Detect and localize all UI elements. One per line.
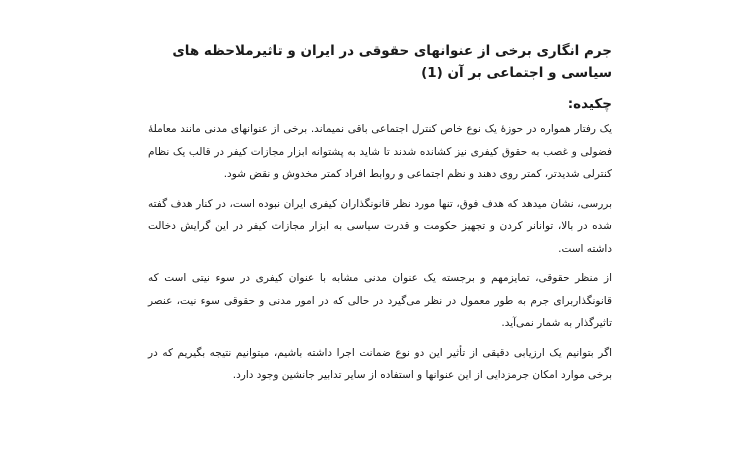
abstract-heading: چکیده: bbox=[567, 96, 612, 112]
abstract-paragraph-1: یک رفتار همواره در حوزۀ یک نوع خاص کنترل اجتماعی باقی نمیماند. برخی از عنوانهای مدنی مانند معاملۀ فضولی و غصب به حقوق کیفری نیز کشانده شدند تا شاید به پشتوانه ابزار مجازات کیفر در قالب یک نظام کنترلی شدیدتر، کمتر روی دهند و نظم اجتماعی و روابط افراد کمتر مخدوش و نقض شود. bbox=[148, 123, 612, 180]
abstract-paragraph-2: بررسی، نشان میدهد که هدف فوق، تنها مورد نظر قانونگذاران کیفری ایران نبوده است، در کنار هدف گفته شده در بالا، توانانر کردن و تجهیز حکومت و قدرت سیاسی به ابزار مجازات کیفر در این گرایش دخالت داشته است. bbox=[148, 197, 612, 255]
abstract-paragraph-3: از منظر حقوقی، تمایزمهم و برجسته یک عنوان مدنی مشابه با عنوان کیفری در سوء نیتی است که قانونگذاربرای جرم به طور معمول در نظر می‌گیرد در حالی که در امور مدنی و حقوقی سوء نیت، عنصر تاثیرگذار به شمار نمی‌آید. bbox=[148, 272, 612, 329]
abstract-paragraph-4: اگر بتوانیم یک ارزیابی دقیقی از تأثیر این دو نوع ضمانت اجرا داشته باشیم، میتوانیم نتیجه بگیریم که در برخی موارد امکان جرمزدایی از این عنوانها و استفاده از سایر تدابیر جانشین وجود دارد. bbox=[148, 346, 612, 381]
document-page bbox=[148, 40, 612, 394]
document-title: جرم انگاری برخی از عنوانهای حقوقی در ایران و تاثیرملاحظه های سیاسی و اجتماعی بر آن (1) bbox=[172, 43, 612, 81]
